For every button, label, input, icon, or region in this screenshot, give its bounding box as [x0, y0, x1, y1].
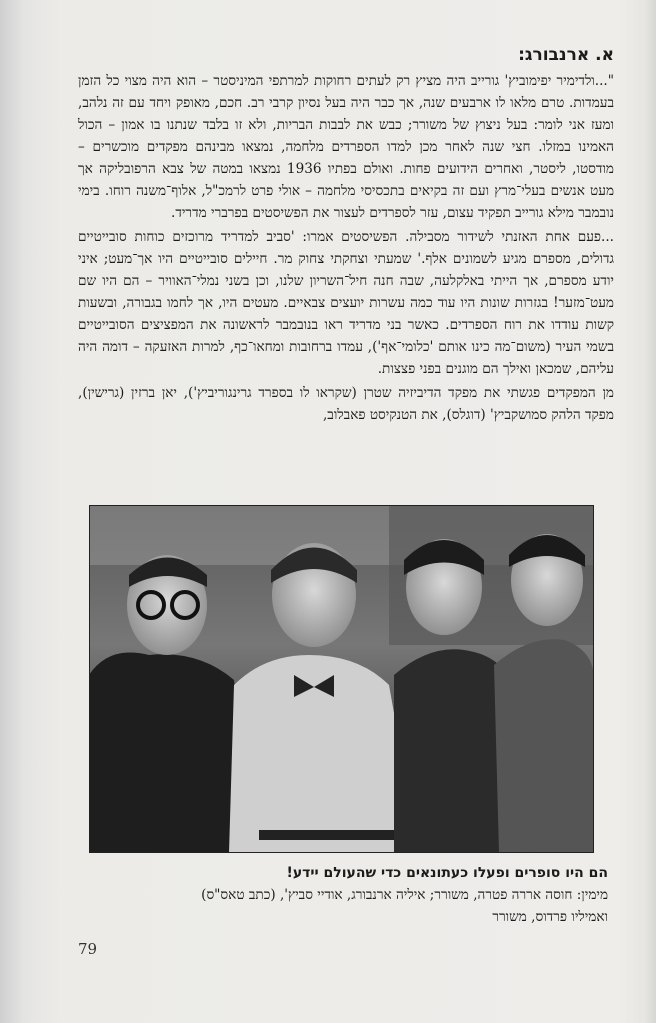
- section-heading: א. ארנבורג:: [518, 45, 614, 65]
- caption-line-2: ואמיליו פרדוס, משורר: [492, 909, 608, 925]
- body-text: [78, 42, 614, 428]
- group-photo: [89, 505, 594, 853]
- page-number: 79: [78, 940, 98, 958]
- photo-caption: [78, 862, 608, 928]
- paragraph-2: ...פעם אחת האזנתי לשידור מסבילה. הפשיסטים אמרו: 'סביב למדריד מרוכזים כוחות סובייטיים גדולים, מספרם מגיע לשמונים אלף.' שמעתי וצחקתי צחוק מר. חיילים סובייטיים היו אך־מעט; איני יודע מספרם, אך הייתי באלקלעה, שבה חנה חיל־השריון שלנו, וכן בשני נמלי־האוויר – הם היו שם מעט־מזער! בגזרות שונות היו עוד כמה עשרות יועצים צבאיים. מעטים היו, אך לחמו בגבורה, ובשעות קשות עודדו את רוח הספרדים. כאשר בני מדריד ראו בנובמבר לראשונה את המפציצים הסובייטיים בשמי העיר (משום־מה כינו אותם 'כלומי־אף'), עמדו ברחובות ומחאו־כף, למרות האזעקה – דומה היה עליהם, שמכאן ואילך הם מוגנים בפני פצצות.: [78, 229, 614, 377]
- caption-line-1: מימין: חוסה אררה פטרה, משורר; איליה ארנבורג, אודיי סביץ', (כתב טאס"ס): [201, 887, 608, 903]
- paragraph-1: "...ולדימיר יפימוביץ' גורייב היה מציץ רק לעתים רחוקות למרתפי המיניסטר – הוא היה מצוי כל הזמן בעמדות. טרם מלאו לו ארבעים שנה, אך כבר היה בעל נסיון קרבי רב. חכם, מאופק ויחד עם זה נלהב, ומעז אני לומר: בעל ניצוץ של משורר; כבש את לבבות הבריות, ולא זו בלבד שנתנו בו אמון – הכול האמינו במזלו. חצי שנה לאחר מכן למדו הספרדים מלחמה, נמצאו מבינהם מפקדים מוכשרים – מודסטו, ליסטר, ואחרים הידועים פחות. ואולם בפתיו 1936 נמצאו במטה של צבא הרפובליקה אך מעט אנשים בעלי־מרץ ועם זה בקיאים בתכסיסי מלחמה – אולי פרט לרמכ"ל, אלוף־משנה רוחו. בימי נובמבר מילא גורייב תפקיד עצום, עזר לספרדים לעצור את הפשיסטים בפרברי מדריד.: [78, 73, 614, 221]
- caption-title: הם היו סופרים ופעלו כעתונאים כדי שהעולם יידע!: [286, 865, 608, 881]
- archival-photo-icon: [89, 505, 594, 853]
- paragraph-3: מן המפקדים פגשתי את מפקד הדיביזיה שטרן (שקראו לו בספרד גרינגוריביץ'), יאן ברזין (גרישין), מפקד הלהק סמושקביץ' (דוגלס), את הטנקיסט פאבלוב,: [78, 385, 614, 423]
